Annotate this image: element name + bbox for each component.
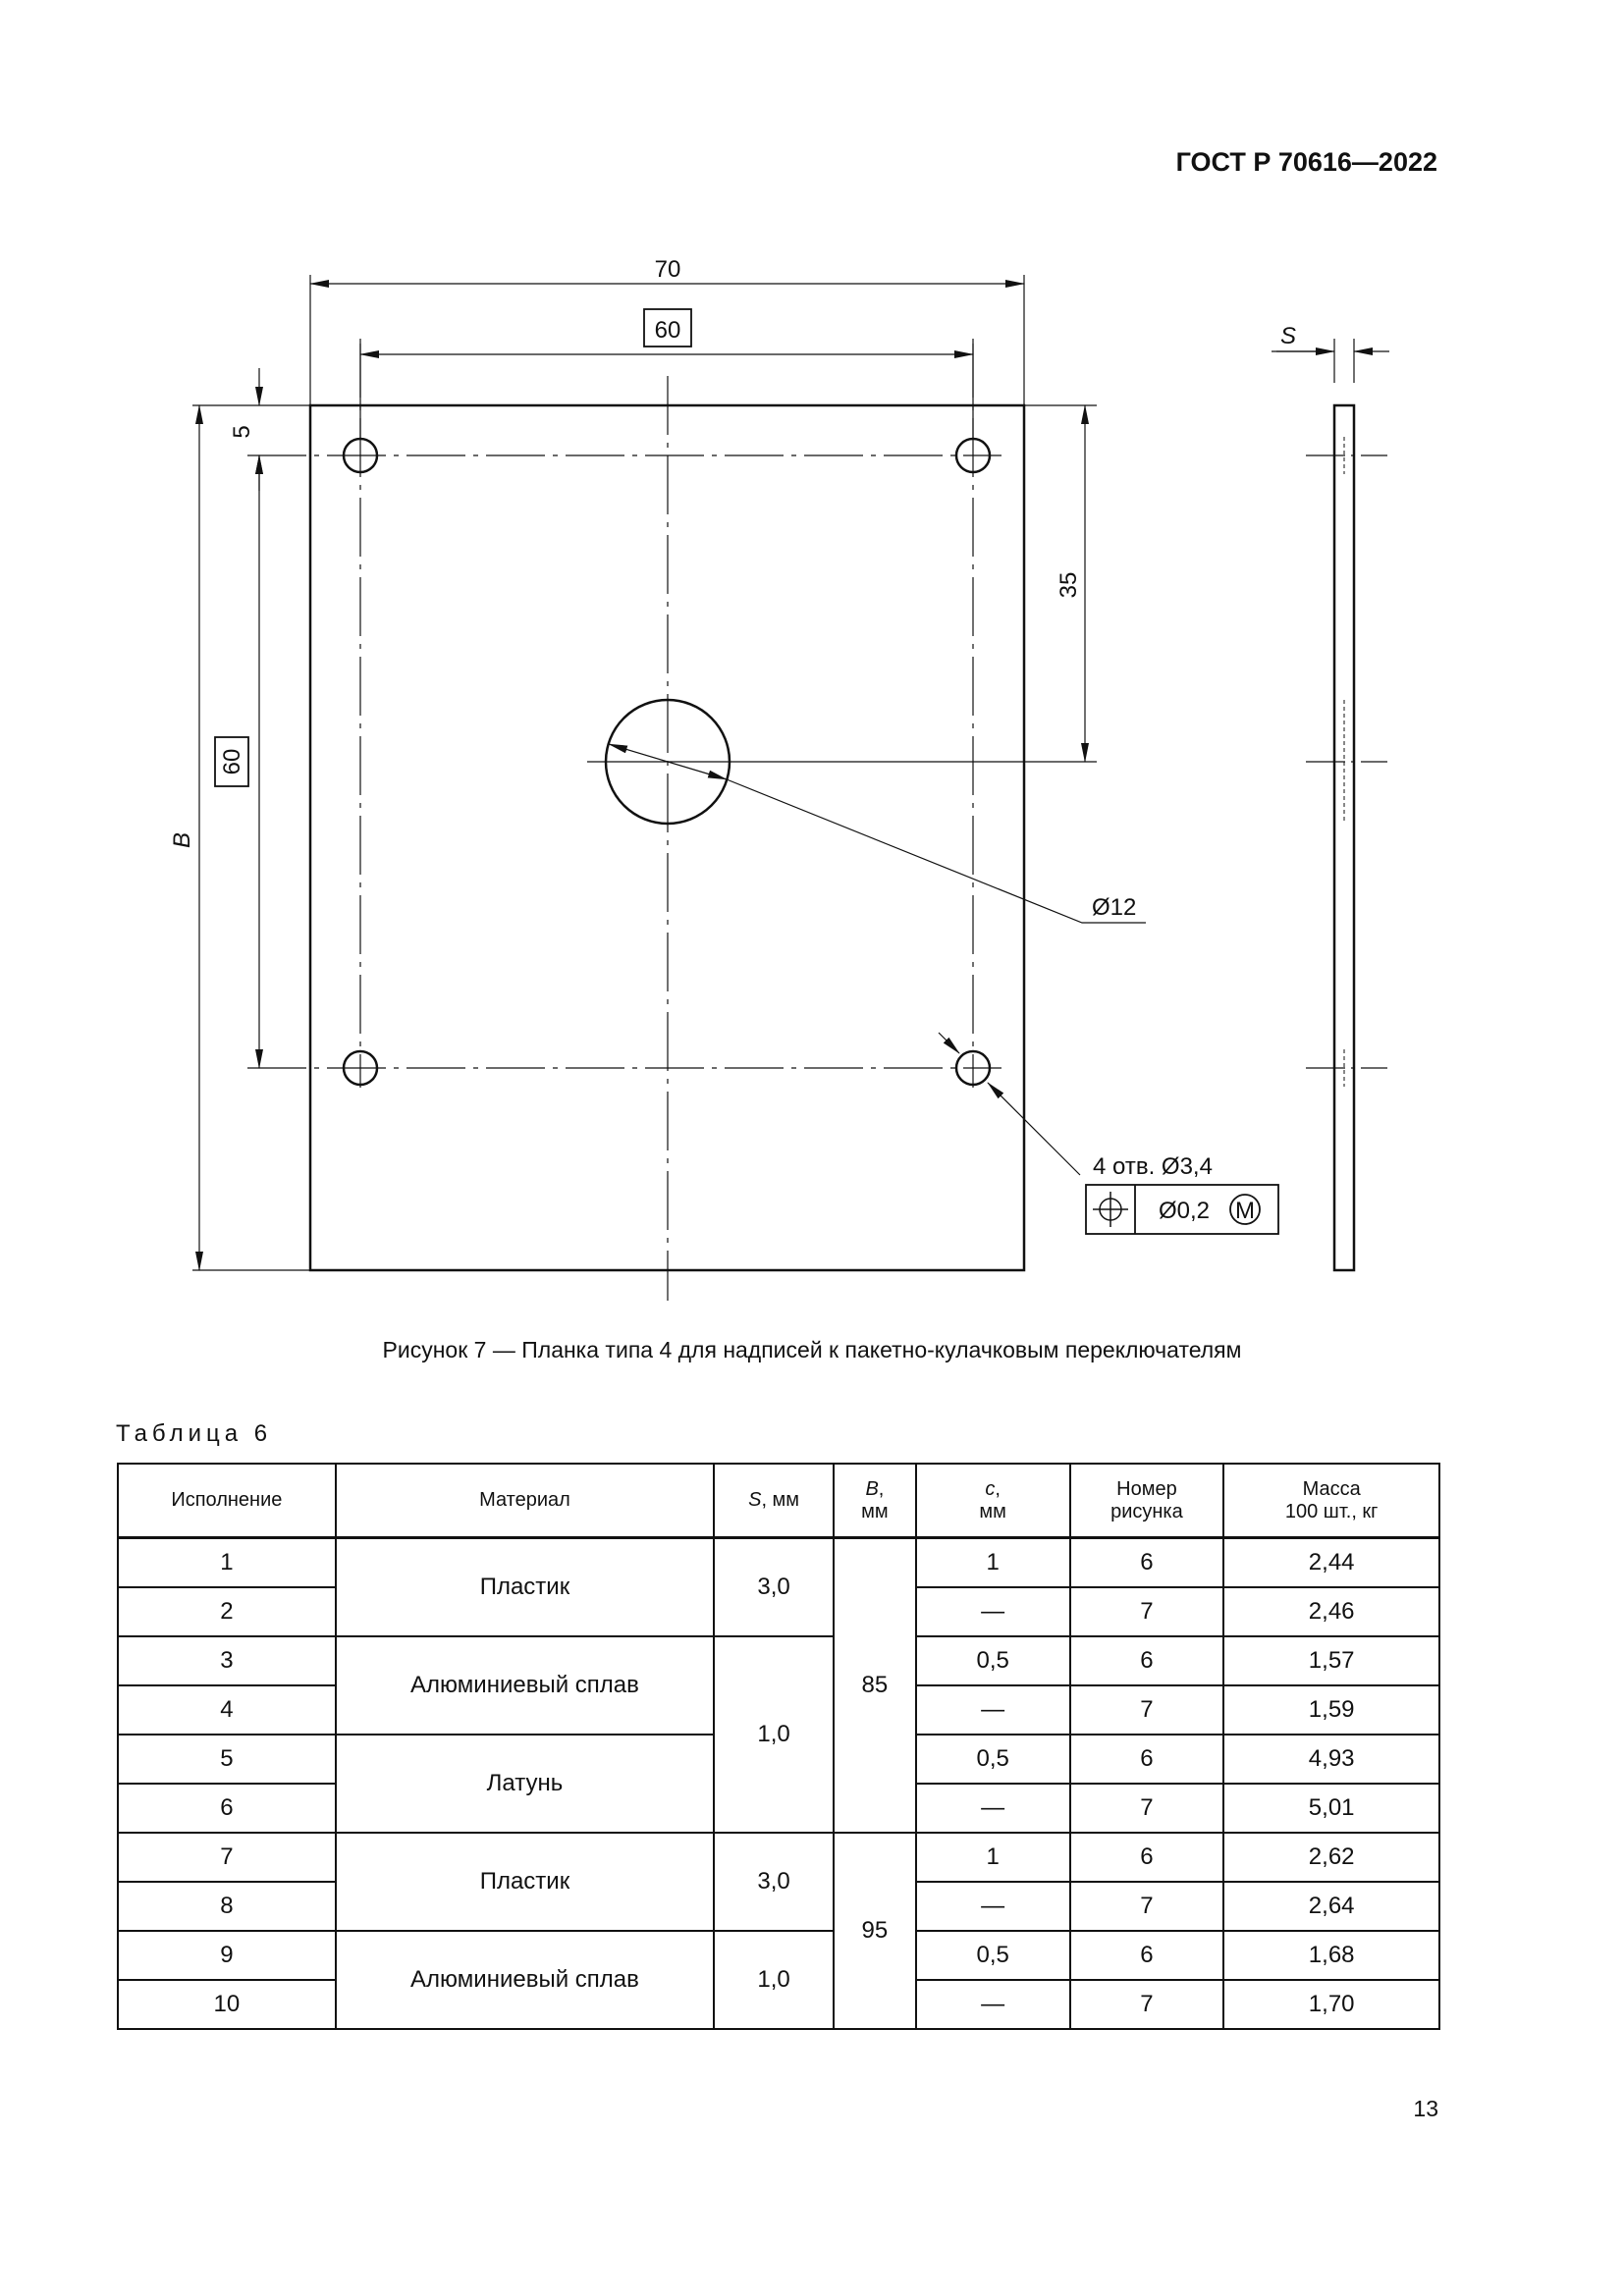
table-cell: 4,93 bbox=[1223, 1735, 1439, 1784]
table-row bbox=[118, 1833, 1439, 1882]
table-cell: 4 bbox=[118, 1685, 336, 1735]
table-cell: 3 bbox=[118, 1636, 336, 1685]
tolerance-value: Ø0,2 bbox=[1159, 1198, 1211, 1224]
table-header-row bbox=[118, 1464, 1439, 1538]
dim-text-center: 35 bbox=[1056, 571, 1082, 599]
table-cell: Пластик bbox=[336, 1833, 714, 1931]
table-row bbox=[118, 1636, 1439, 1685]
table-cell: 0,5 bbox=[916, 1931, 1070, 1980]
table-cell: 7 bbox=[1070, 1784, 1224, 1833]
table-cell: — bbox=[916, 1882, 1070, 1931]
dim-text-height: B bbox=[169, 831, 195, 849]
table-cell: 10 bbox=[118, 1980, 336, 2029]
table-cell: 2,46 bbox=[1223, 1587, 1439, 1636]
header-b: B, мм bbox=[834, 1464, 916, 1538]
table-cell: 6 bbox=[118, 1784, 336, 1833]
table-cell: — bbox=[916, 1980, 1070, 2029]
table-cell: Латунь bbox=[336, 1735, 714, 1833]
table-cell: 1,57 bbox=[1223, 1636, 1439, 1685]
table-cell: Алюминиевый сплав bbox=[336, 1931, 714, 2029]
holes-note: 4 отв. Ø3,4 bbox=[1093, 1153, 1213, 1180]
header-c: c, мм bbox=[916, 1464, 1070, 1538]
table-cell: Алюминиевый сплав bbox=[336, 1636, 714, 1735]
table-cell: 7 bbox=[1070, 1587, 1224, 1636]
dim-text-hole-span-y: 60 bbox=[219, 748, 245, 775]
header-material: Материал bbox=[336, 1464, 714, 1538]
table-cell: 5 bbox=[118, 1735, 336, 1784]
table-cell: 2,64 bbox=[1223, 1882, 1439, 1931]
header-variant: Исполнение bbox=[118, 1464, 336, 1538]
table-cell: 7 bbox=[1070, 1980, 1224, 2029]
table-cell: — bbox=[916, 1685, 1070, 1735]
header-s: S, мм bbox=[714, 1464, 834, 1538]
table-title: Таблица 6 bbox=[116, 1420, 273, 1447]
table-cell: 1,59 bbox=[1223, 1685, 1439, 1735]
table-cell: 8 bbox=[118, 1882, 336, 1931]
table-cell: 0,5 bbox=[916, 1636, 1070, 1685]
table-cell: 9 bbox=[118, 1931, 336, 1980]
tolerance-modifier: M bbox=[1235, 1198, 1255, 1224]
table-cell: 3,0 bbox=[714, 1833, 834, 1931]
table-cell: Пластик bbox=[336, 1538, 714, 1637]
table-cell: 6 bbox=[1070, 1931, 1224, 1980]
table-cell: 6 bbox=[1070, 1538, 1224, 1588]
table-cell: 0,5 bbox=[916, 1735, 1070, 1784]
dim-text-thickness: S bbox=[1280, 323, 1297, 349]
table-cell: — bbox=[916, 1784, 1070, 1833]
table-cell: 7 bbox=[1070, 1882, 1224, 1931]
figure-caption: Рисунок 7 — Планка типа 4 для надписей к пакетно-кулачковым переключателям bbox=[382, 1337, 1242, 1362]
table-row bbox=[118, 1538, 1439, 1588]
side-view-outline bbox=[1334, 405, 1354, 1270]
table-cell: 6 bbox=[1070, 1636, 1224, 1685]
table-cell: 6 bbox=[1070, 1735, 1224, 1784]
dim-text-hole-span-x: 60 bbox=[654, 317, 681, 344]
header-figure: Номер рисунка bbox=[1070, 1464, 1224, 1538]
table-cell: 1 bbox=[118, 1538, 336, 1588]
dim-text-edge-offset: 5 bbox=[229, 425, 255, 439]
table-cell: 1 bbox=[916, 1538, 1070, 1588]
dim-text-center-hole: Ø12 bbox=[1092, 894, 1137, 921]
specification-table bbox=[117, 1463, 1440, 2030]
table-cell: 85 bbox=[834, 1538, 916, 1834]
table-cell: — bbox=[916, 1587, 1070, 1636]
table-cell: 5,01 bbox=[1223, 1784, 1439, 1833]
table-cell: 7 bbox=[1070, 1685, 1224, 1735]
table-cell: 2,44 bbox=[1223, 1538, 1439, 1588]
table-cell: 6 bbox=[1070, 1833, 1224, 1882]
dim-text-width: 70 bbox=[654, 256, 681, 283]
table-cell: 2 bbox=[118, 1587, 336, 1636]
table-cell: 2,62 bbox=[1223, 1833, 1439, 1882]
table-cell: 1,0 bbox=[714, 1931, 834, 2029]
table-cell: 7 bbox=[118, 1833, 336, 1882]
table-cell: 95 bbox=[834, 1833, 916, 2029]
table-cell: 1,68 bbox=[1223, 1931, 1439, 1980]
page-number: 13 bbox=[1413, 2096, 1438, 2121]
table-cell: 3,0 bbox=[714, 1538, 834, 1637]
table-row bbox=[118, 1931, 1439, 1980]
table-cell: 1,70 bbox=[1223, 1980, 1439, 2029]
table-cell: 1 bbox=[916, 1833, 1070, 1882]
header-mass: Масса 100 шт., кг bbox=[1223, 1464, 1439, 1538]
table-cell: 1,0 bbox=[714, 1636, 834, 1833]
document-header: ГОСТ Р 70616—2022 bbox=[1175, 147, 1437, 177]
